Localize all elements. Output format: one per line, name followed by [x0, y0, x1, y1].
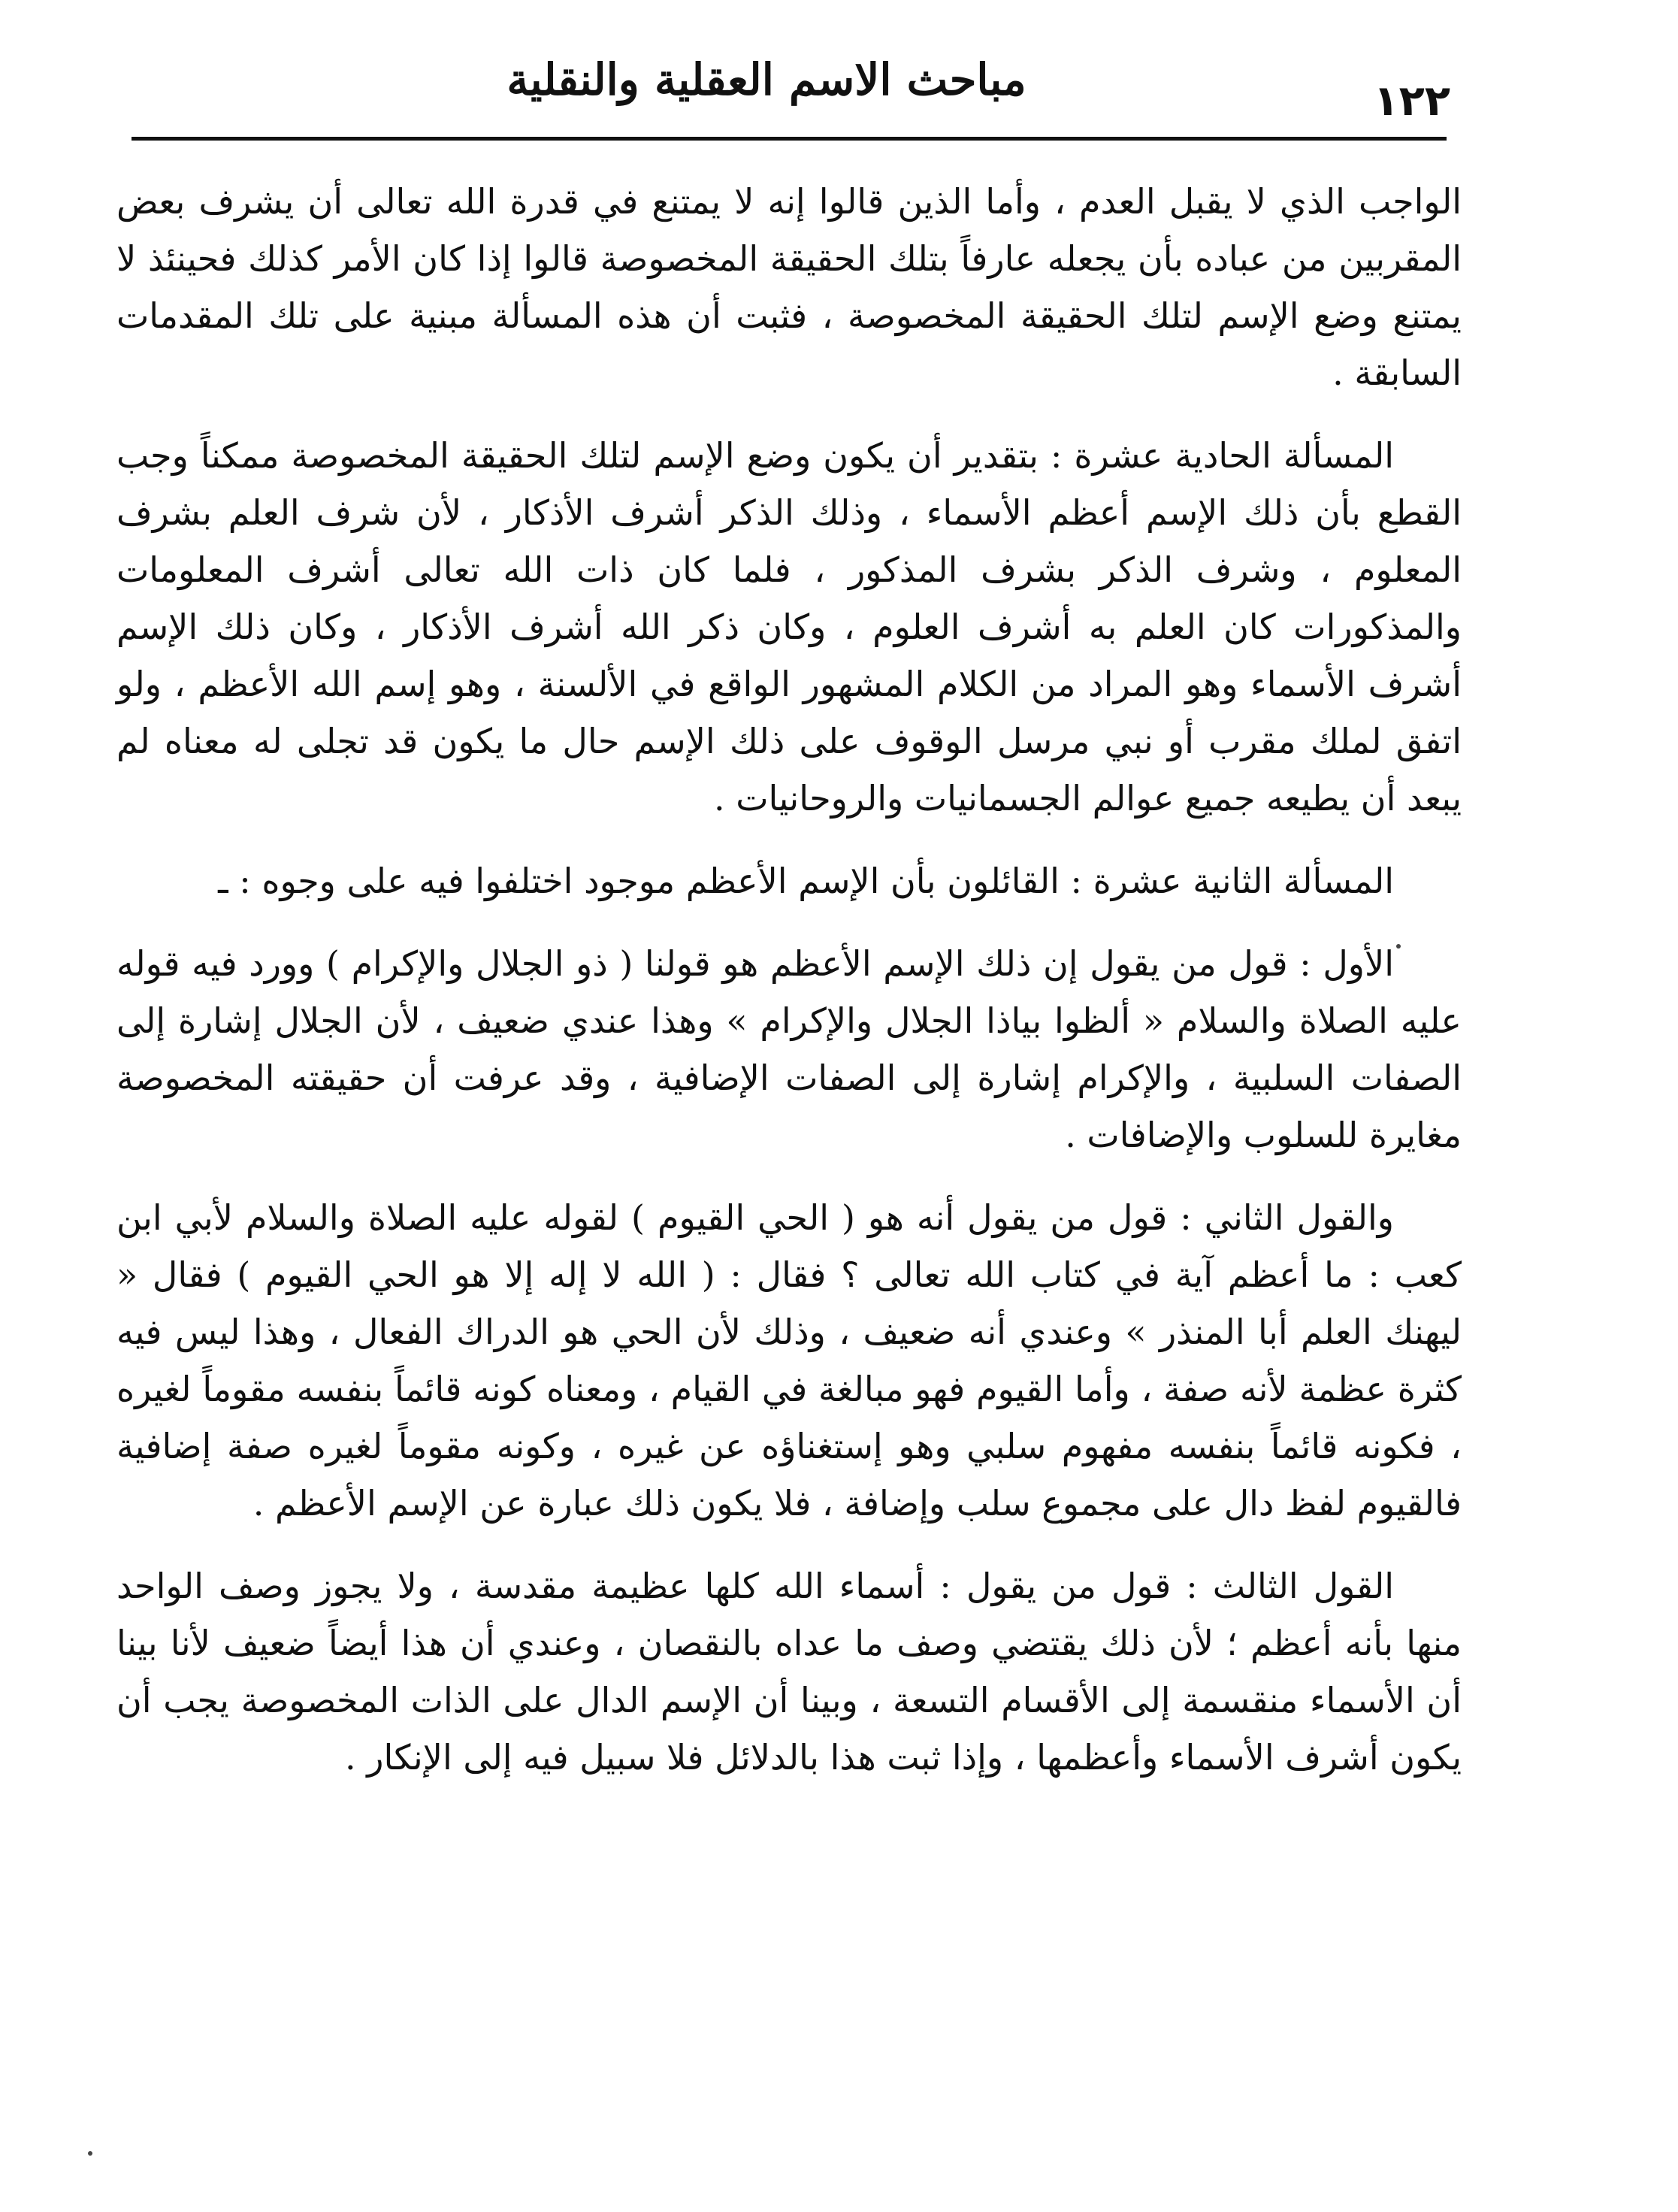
paragraph-5: والقول الثاني : قول من يقول أنه هو ( الحي القيوم ) لقوله عليه الصلاة والسلام لأبي ابن كعب : ما أعظم آية في كتاب الله تعالى ؟ فقال : ( الله لا إله إلا هو الحي القيوم ) فقال « ليهنك العلم أبا المنذر » وعندي أنه ضعيف ، وذلك لأن الحي هو الدراك الفعال ، وهذا ليس فيه كثرة عظمة لأنه صفة ، وأما القيوم فهو مبالغة في القيام ، ومعناه كونه قائماً بنفسه مقوماً لغيره ، فكونه قائماً بنفسه مفهوم سلبي وهو إستغناؤه عن غيره ، وكونه مقوماً لغيره صفة إضافية فالقيوم لفظ دال على مجموع سلب وإضافة ، فلا يكون ذلك عبارة عن الإسم الأعظم . — [116, 1197, 1462, 1524]
header-divider — [132, 137, 1447, 141]
page-number: ١٢٢ — [1373, 77, 1450, 126]
page-header — [128, 47, 1450, 137]
paragraph-4: الأول : قول من يقول إن ذلك الإسم الأعظم هو قولنا ( ذو الجلال والإكرام ) وورد فيه قوله عليه الصلاة والسلام « ألظوا بياذا الجلال والإكرام » وهذا عندي ضعيف ، لأن الجلال إشارة إلى الصفات السلبية ، والإكرام إشارة إلى الصفات الإضافية ، وقد عرفت أن حقيقته المخصوصة مغايرة للسلوب والإضافات . — [116, 943, 1462, 1155]
scan-speck — [1396, 944, 1401, 949]
paragraph-6: القول الثالث : قول من يقول : أسماء الله كلها عظيمة مقدسة ، ولا يجوز وصف الواحد منها بأنه أعظم ؛ لأن ذلك يقتضي وصف ما عداه بالنقصان ، وعندي أن هذا أيضاً ضعيف لأنا بينا أن الأسماء منقسمة إلى الأقسام التسعة ، وبينا أن الإسم الدال على الذات المخصوصة يجب أن يكون أشرف الأسماء وأعظمها ، وإذا ثبت هذا بالدلائل فلا سبيل فيه إلى الإنكار . — [116, 1566, 1462, 1778]
scan-speck — [88, 2151, 92, 2156]
paragraph-2: المسألة الحادية عشرة : بتقدير أن يكون وضع الإسم لتلك الحقيقة المخصوصة ممكناً وجب القطع بأن ذلك الإسم أعظم الأسماء ، وذلك الذكر أشرف الأذكار ، لأن شرف العلم بشرف المعلوم ، وشرف الذكر بشرف المذكور ، فلما كان ذات الله تعالى أشرف المعلومات والمذكورات كان العلم به أشرف العلوم ، وكان ذكر الله أشرف الأذكار ، وكان ذلك الإسم أشرف الأسماء وهو المراد من الكلام المشهور الواقع في الألسنة ، وهو إسم الله الأعظم ، ولو اتفق لملك مقرب أو نبي مرسل الوقوف على ذلك الإسم حال ما يكون قد تجلى له معناه لم يبعد أن يطيعه جميع عوالم الجسمانيات والروحانيات . — [116, 435, 1462, 819]
page-body — [116, 173, 1462, 1811]
paragraph-1: الواجب الذي لا يقبل العدم ، وأما الذين قالوا إنه لا يمتنع في قدرة الله تعالى أن يشرف بعض المقربين من عباده بأن يجعله عارفاً بتلك الحقيقة المخصوصة قالوا إذا كان الأمر كذلك فحينئذ لا يمتنع وضع الإسم لتلك الحقيقة المخصوصة ، فثبت أن هذه المسألة مبنية على تلك المقدمات السابقة . — [116, 181, 1462, 393]
running-title: مباحث الاسم العقلية والنقلية — [506, 54, 1026, 105]
paragraph-3: المسألة الثانية عشرة : القائلون بأن الإسم الأعظم موجود اختلفوا فيه على وجوه : ـ — [218, 861, 1394, 901]
